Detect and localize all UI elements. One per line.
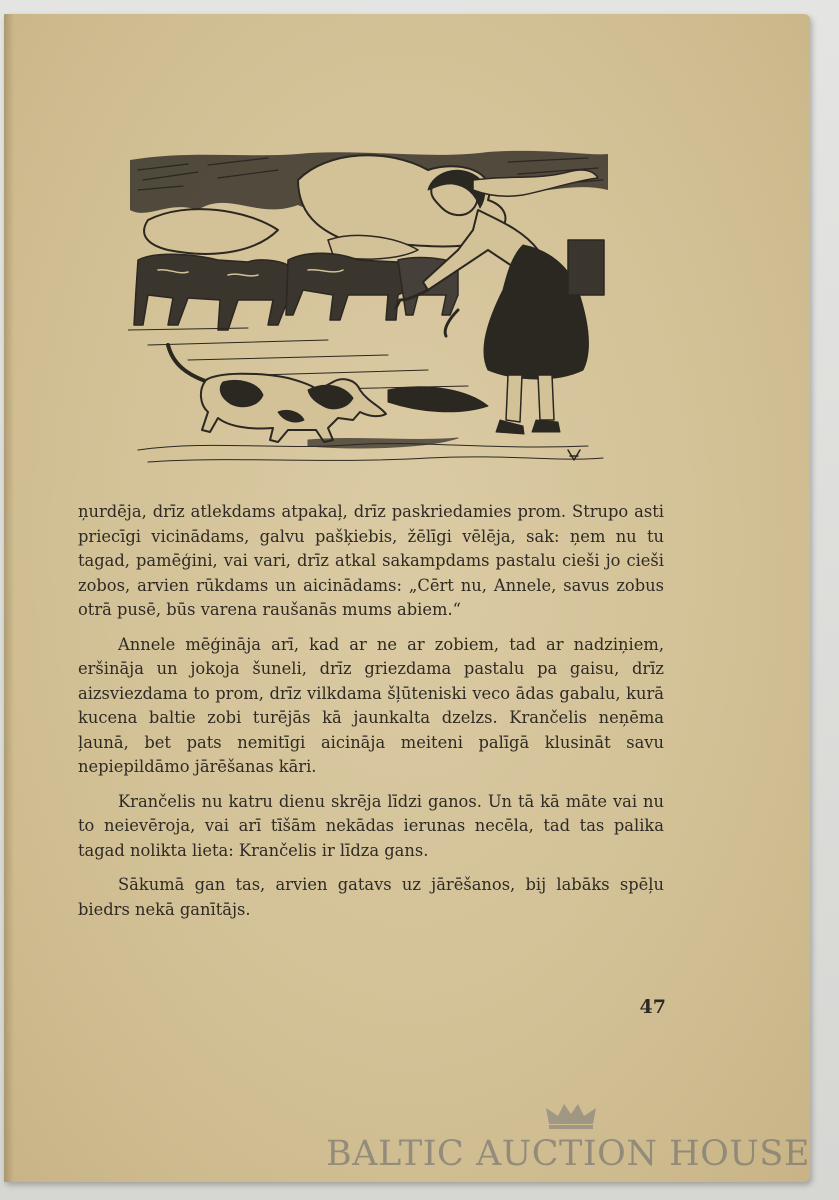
- watermark-text: BALTIC AUCTION HOUSE: [326, 1134, 810, 1174]
- paragraph: Sākumā gan tas, arvien gatavs uz jārēšanos, bij labāks spēļu biedrs nekā ganītājs.: [78, 875, 664, 919]
- page-edge-shadow: [4, 14, 14, 1182]
- body-text: [78, 500, 664, 932]
- paragraph: Annele mēģināja arī, kad ar ne ar zobiem, tad ar nadziņiem, eršināja un jokoja šuneli, drīz griezdama pastalu pa gaisu, drīz aizsviezdama to prom, drīz vilkdama šļūteniski veco ādas gabalu, kurā kucena baltie zobi turējās kā jaunkalta dzelzs. Krančelis neņēma ļaunā, bet pats nemitīgi aicināja meiteni palīgā klusināt savu nepiepildāmo jārēšanas kāri.: [78, 634, 664, 776]
- crown-icon: [543, 1100, 599, 1132]
- illustration-girl-and-dog: [128, 150, 610, 475]
- watermark: [326, 1100, 816, 1180]
- paragraph: ņurdēja, drīz atlekdams atpakaļ, drīz paskriedamies prom. Strupo asti priecīgi vicinādams, galvu pašķiebis, žēlīgi vēlēja, sak: ņem nu tu tagad, pamēģini, vai vari, drīz atkal sakampdams pastalu cieši jo cieši zobos, arvien rūkdams un aicinādams: „Cērt nu, Annele, savus zobus otrā pusē, būs varena raušanās mums abiem.“: [78, 502, 664, 619]
- page-number: 47: [639, 996, 666, 1018]
- paragraph: Krančelis nu katru dienu skrēja līdzi ganos. Un tā kā māte vai nu to neievēroja, vai arī tīšām nekādas ierunas necēla, tad tas palika tagad nolikta lieta: Krančelis ir līdza gans.: [78, 791, 664, 860]
